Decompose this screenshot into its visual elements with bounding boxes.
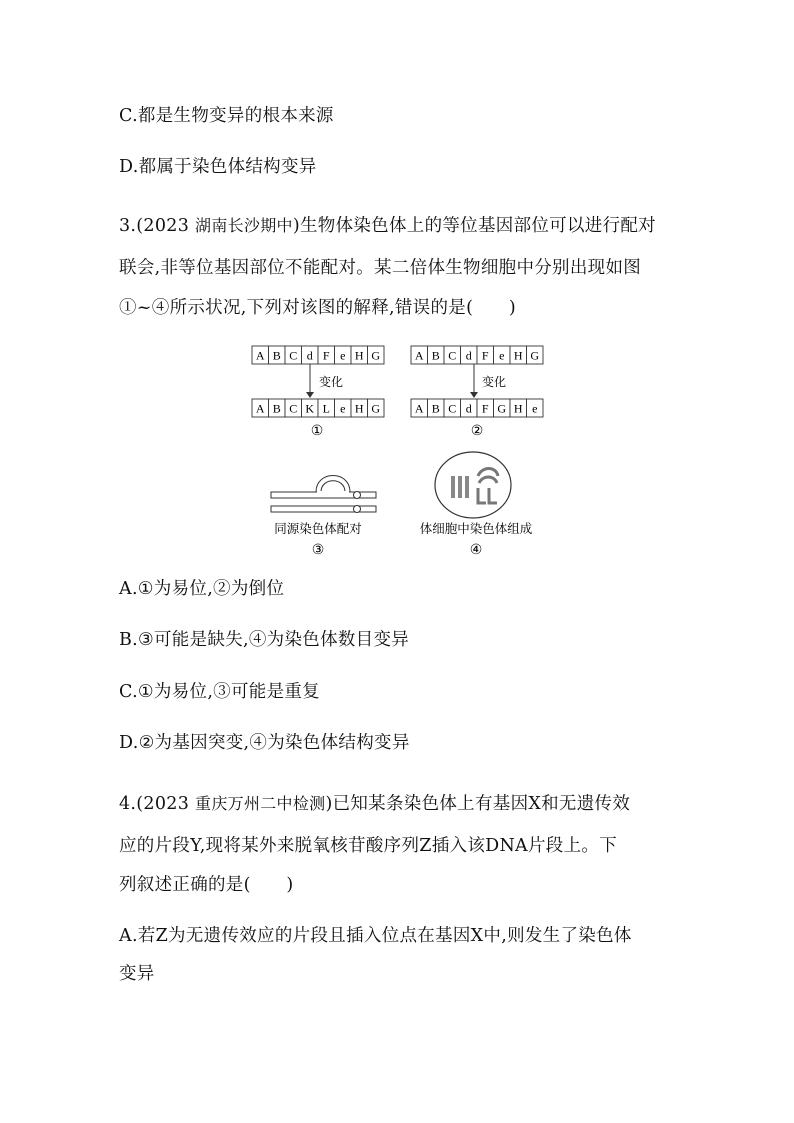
gene-letter: L [322,401,330,416]
gene-letter: d [465,348,472,363]
q4-option-a-line1: A.若Z为无遗传效应的片段且插入位点在基因X中,则发生了染色体 [119,926,632,946]
gene-letter: H [513,348,523,363]
gene-letter: d [306,348,313,363]
fig1-label: ① [310,423,324,439]
gene-letter: C [448,348,457,363]
q4-stem-line1 [119,792,630,816]
fig3-label: ③ [311,542,325,558]
gene-letter: C [289,348,298,363]
gene-letter: e [340,401,346,416]
fig2-change-label: 变化 [482,375,507,389]
gene-letter: A [255,401,265,416]
gene-letter: A [414,401,424,416]
gene-letter: B [272,401,281,416]
gene-letter: e [532,401,538,416]
q2-option-d: D.都属于染色体结构变异 [119,157,317,177]
gene-letter: K [305,401,315,416]
q2-option-c: C.都是生物变异的根本来源 [119,106,334,126]
fig4-cell-diagram [435,452,511,518]
gene-letter: G [371,401,381,416]
gene-letter: C [448,401,457,416]
gene-letter: B [431,348,440,363]
q3-stem-line3: ①~④所示状况,下列对该图的解释,错误的是( ) [119,298,516,318]
q4-text: )已知某条染色体上有基因X和无遗传效 [325,794,631,814]
fig1-bottom-strip [252,399,384,417]
q3-stem-line2: 联会,非等位基因部位不能配对。某二倍体生物细胞中分别出现如图 [119,258,642,278]
gene-letter: d [465,401,472,416]
gene-letter: A [255,348,265,363]
gene-letter: G [371,348,381,363]
fig1-change-label: 变化 [319,375,344,389]
fig4-label: ④ [469,542,483,558]
gene-letter: e [499,348,505,363]
fig3-caption: 同源染色体配对 [274,521,362,536]
q4-stem-line2: 应的片段Y,现将某外来脱氧核苷酸序列Z插入该DNA片段上。下 [119,836,617,856]
q3-source: 湖南长沙期中 [195,216,293,235]
fig4-caption: 体细胞中染色体组成 [419,521,533,536]
gene-letter: A [414,348,424,363]
gene-letter: B [272,348,281,363]
q4-option-a-line2: 变异 [119,964,155,984]
fig2-label: ② [470,423,484,439]
gene-letter: H [354,348,364,363]
fig1-arrowhead [306,392,314,398]
q4-source: 重庆万州二中检测 [195,794,326,813]
gene-letter: H [513,401,523,416]
fig1-top-strip [252,346,384,364]
gene-letter: F [322,348,330,363]
q3-number: 3.(2023 [119,216,196,236]
fig2-arrowhead [470,392,478,398]
fig2-top-strip [411,346,543,364]
q3-option-a: A.①为易位,②为倒位 [119,579,285,599]
gene-letter: B [431,401,440,416]
q3-text: )生物体染色体上的等位基因部位可以进行配对 [292,216,656,236]
gene-letter: G [530,348,540,363]
q4-number: 4.(2023 [119,794,196,814]
gene-letter: F [481,348,489,363]
gene-letter: F [481,401,489,416]
gene-letter: C [289,401,298,416]
fig2-bottom-strip [411,399,543,417]
fig3-pairing-diagram [271,476,376,513]
gene-letter: G [497,401,507,416]
q3-option-b: B.③可能是缺失,④为染色体数目变异 [119,630,410,650]
gene-letter: H [354,401,364,416]
q4-stem-line3: 列叙述正确的是( ) [119,875,294,895]
q3-option-c: C.①为易位,③可能是重复 [119,682,320,702]
gene-letter: e [340,348,346,363]
q3-option-d: D.②为基因突变,④为染色体结构变异 [119,733,410,753]
